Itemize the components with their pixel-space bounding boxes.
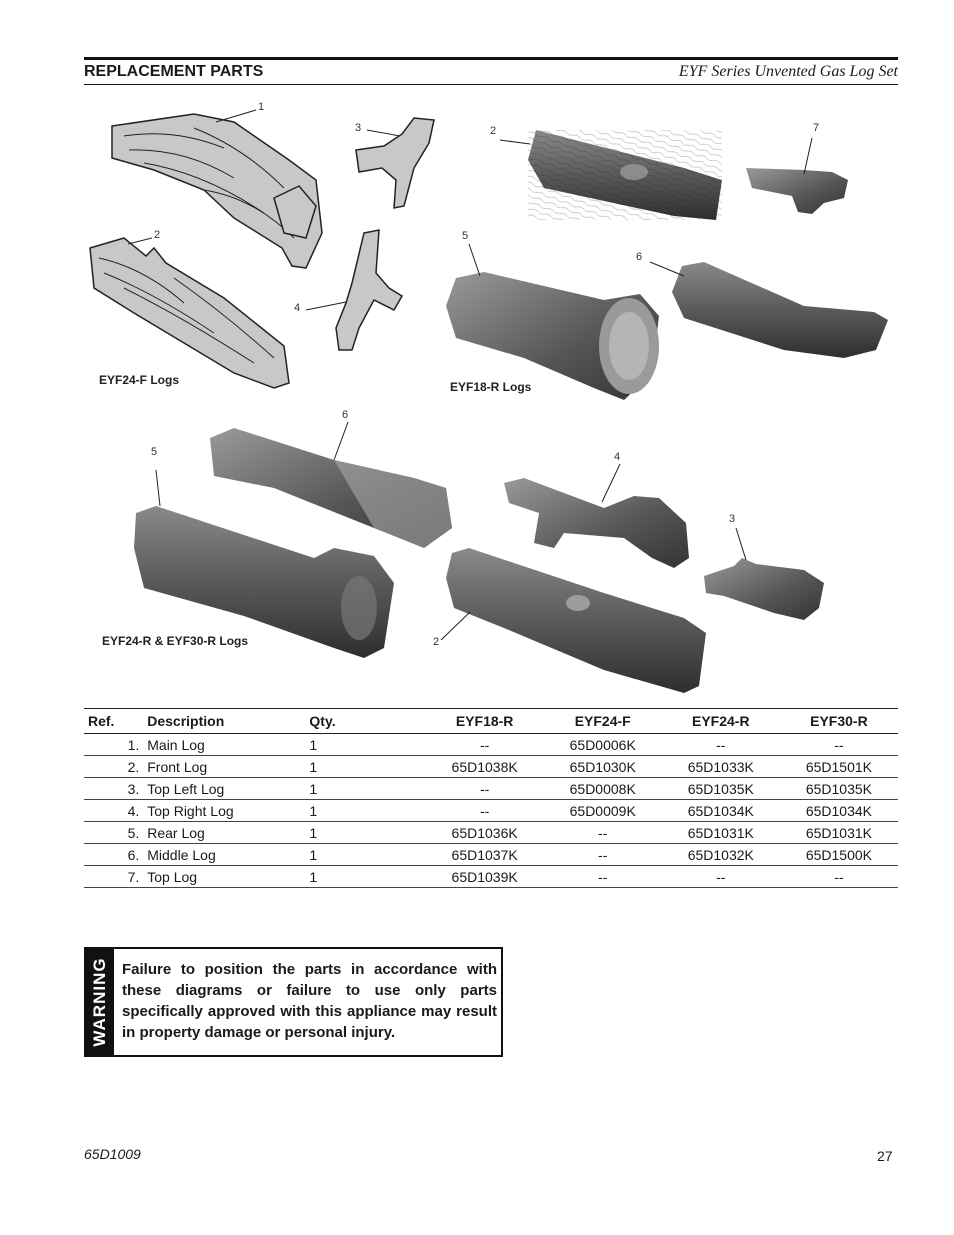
cell-ref: 6. — [84, 844, 147, 866]
cell-description: Top Left Log — [147, 778, 305, 800]
col-qty: Qty. — [305, 709, 425, 734]
series-title: EYF Series Unvented Gas Log Set — [678, 63, 898, 80]
cell-ref: 2. — [84, 756, 147, 778]
eyf18r-top-log — [746, 168, 848, 214]
cell-eyf30r: -- — [780, 734, 898, 756]
cell-eyf18r: 65D1038K — [426, 756, 544, 778]
table-row — [84, 778, 898, 800]
callout-5: 5 — [151, 446, 158, 458]
cell-eyf24r: -- — [662, 866, 780, 888]
eyf24f-top-right-log — [336, 230, 402, 350]
doc-number: 65D1009 — [84, 1146, 141, 1162]
cell-eyf30r: 65D1035K — [780, 778, 898, 800]
cell-eyf18r: 65D1036K — [426, 822, 544, 844]
cell-description: Front Log — [147, 756, 305, 778]
cell-eyf24f: -- — [544, 822, 662, 844]
cell-ref: 4. — [84, 800, 147, 822]
cell-qty: 1 — [305, 822, 425, 844]
warning-label: WARNING — [90, 957, 109, 1047]
cell-eyf24r: 65D1034K — [662, 800, 780, 822]
col-description: Description — [147, 709, 305, 734]
eyf18r-front-log — [528, 130, 722, 220]
table-row — [84, 866, 898, 888]
eyf24f-top-left-log — [356, 118, 434, 208]
caption-eyf24r-eyf30r: EYF24-R & EYF30-R Logs — [102, 634, 249, 648]
cell-eyf24f: -- — [544, 866, 662, 888]
cell-qty: 1 — [305, 756, 425, 778]
cell-description: Main Log — [147, 734, 305, 756]
cell-ref: 3. — [84, 778, 147, 800]
cell-eyf30r: 65D1500K — [780, 844, 898, 866]
cell-eyf30r: 65D1034K — [780, 800, 898, 822]
callout-7: 7 — [813, 122, 820, 134]
page-number: 27 — [877, 1148, 893, 1164]
cell-eyf24f: 65D1030K — [544, 756, 662, 778]
callout-3: 3 — [355, 122, 362, 134]
cell-qty: 1 — [305, 734, 425, 756]
col-eyf18r: EYF18-R — [426, 709, 544, 734]
cell-eyf24r: 65D1031K — [662, 822, 780, 844]
callout-4: 4 — [294, 302, 301, 314]
caption-eyf24f: EYF24-F Logs — [99, 373, 180, 387]
col-eyf24f: EYF24-F — [544, 709, 662, 734]
eyf24r-top-left-log — [704, 558, 824, 620]
callout-1: 1 — [258, 101, 265, 113]
callout-2: 2 — [433, 636, 440, 648]
table-header-row — [84, 709, 898, 734]
eyf24f-front-log — [90, 238, 289, 388]
callout-3: 3 — [729, 513, 736, 525]
cell-eyf24r: 65D1033K — [662, 756, 780, 778]
callout-2: 2 — [154, 229, 161, 241]
callout-2: 2 — [490, 125, 497, 137]
eyf24r-front-log — [446, 548, 706, 693]
cell-qty: 1 — [305, 844, 425, 866]
caption-eyf18r: EYF18-R Logs — [450, 380, 532, 394]
cell-eyf24r: 65D1032K — [662, 844, 780, 866]
callout-4: 4 — [614, 451, 621, 463]
cell-description: Top Right Log — [147, 800, 305, 822]
warning-label-tab — [86, 949, 114, 1055]
section-title: REPLACEMENT PARTS — [84, 63, 264, 80]
callout-5: 5 — [462, 230, 469, 242]
table-row — [84, 844, 898, 866]
table-row — [84, 822, 898, 844]
cell-qty: 1 — [305, 800, 425, 822]
cell-ref: 1. — [84, 734, 147, 756]
header-rule — [84, 57, 898, 60]
warning-box — [84, 947, 503, 1057]
callout-6: 6 — [636, 251, 643, 263]
cell-qty: 1 — [305, 778, 425, 800]
callout-6: 6 — [342, 409, 349, 421]
eyf24f-main-log — [112, 114, 322, 268]
cell-eyf30r: 65D1031K — [780, 822, 898, 844]
cell-description: Rear Log — [147, 822, 305, 844]
cell-eyf24r: 65D1035K — [662, 778, 780, 800]
header-underline — [84, 84, 898, 85]
page-header — [84, 61, 898, 83]
cell-ref: 7. — [84, 866, 147, 888]
eyf18r-middle-log — [672, 262, 888, 358]
cell-ref: 5. — [84, 822, 147, 844]
cell-eyf30r: -- — [780, 866, 898, 888]
eyf24r-middle-log — [210, 428, 452, 548]
cell-eyf24f: 65D0006K — [544, 734, 662, 756]
col-eyf30r: EYF30-R — [780, 709, 898, 734]
cell-eyf24r: -- — [662, 734, 780, 756]
warning-text: Failure to position the parts in accordance with these diagrams or failure to use only parts specifically approved with this appliance may result in property damage or personal injury. — [122, 961, 497, 1041]
eyf24r-top-right-log — [504, 478, 689, 568]
cell-description: Top Log — [147, 866, 305, 888]
cell-eyf18r: 65D1037K — [426, 844, 544, 866]
cell-eyf18r: -- — [426, 734, 544, 756]
cell-eyf18r: -- — [426, 800, 544, 822]
cell-eyf24f: 65D0009K — [544, 800, 662, 822]
parts-table — [84, 708, 898, 888]
cell-eyf30r: 65D1501K — [780, 756, 898, 778]
cell-description: Middle Log — [147, 844, 305, 866]
cell-eyf24f: 65D0008K — [544, 778, 662, 800]
cell-eyf24f: -- — [544, 844, 662, 866]
table-row — [84, 756, 898, 778]
cell-eyf18r: -- — [426, 778, 544, 800]
col-eyf24r: EYF24-R — [662, 709, 780, 734]
log-illustrations — [84, 88, 898, 700]
cell-eyf18r: 65D1039K — [426, 866, 544, 888]
table-row — [84, 734, 898, 756]
table-row — [84, 800, 898, 822]
parts-diagram — [84, 88, 898, 700]
cell-qty: 1 — [305, 866, 425, 888]
col-ref: Ref. — [84, 709, 147, 734]
